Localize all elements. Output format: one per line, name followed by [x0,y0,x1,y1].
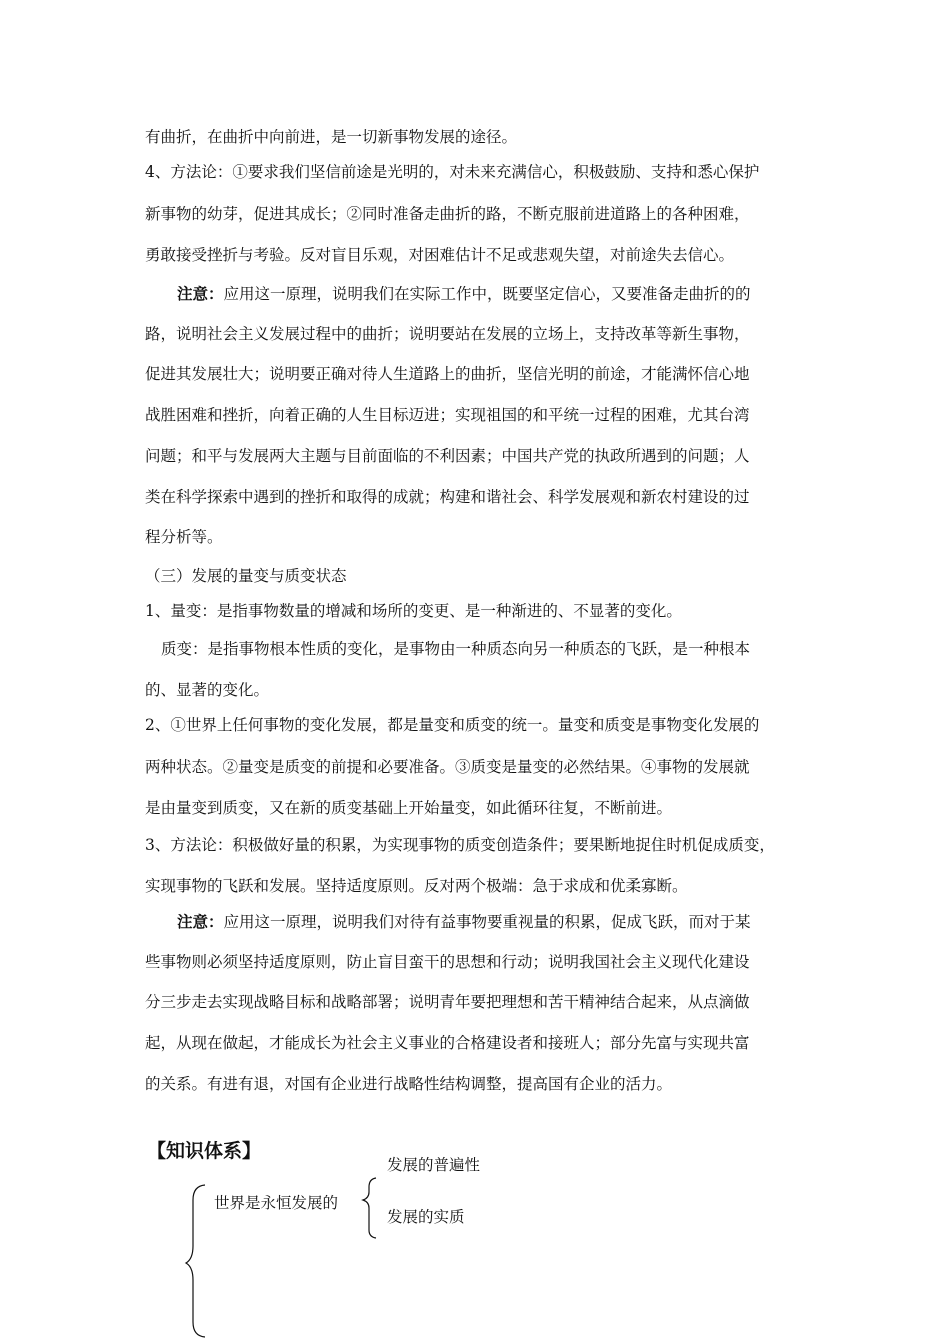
line-text: 战胜困难和挫折，向着正确的人生目标迈进；实现祖国的和平统一过程的困难，尤其台湾 [145,406,750,424]
knowledge-system-title: 【知识体系】 [147,1140,262,1162]
line-text: 问题；和平与发展两大主题与目前面临的不利因素；中国共产党的执政所遇到的问题；人 [145,447,750,465]
inner-brace [363,1178,376,1238]
line-text: 起，从现在做起，才能成长为社会主义事业的合格建设者和接班人；部分先富与实现共富 [145,1034,750,1052]
line-text: 应用这一原理，说明我们在实际工作中，既要坚定信心，又要准备走曲折的的 [223,285,751,303]
line-text: 是由量变到质变，又在新的质变基础上开始量变，如此循环往复，不断前进。 [145,799,673,817]
node-essence: 发展的实质 [387,1208,465,1226]
line-text: （三）发展的量变与质变状态 [145,567,347,585]
node-world-develops: 世界是永恒发展的 [214,1194,339,1212]
line-text: 些事物则必须坚持适度原则，防止盲目蛮干的思想和行动；说明我国社会主义现代化建设 [145,953,750,971]
line-text: 2、①世界上任何事物的变化发展，都是量变和质变的统一。量变和质变是事物变化发展的 [145,716,760,734]
outer-brace [186,1185,205,1337]
line-text: 实现事物的飞跃和发展。坚持适度原则。反对两个极端：急于求成和优柔寡断。 [145,877,688,895]
line-text: 的关系。有进有退，对国有企业进行战略性结构调整，提高国有企业的活力。 [145,1075,673,1093]
line-text: 促进其发展壮大；说明要正确对待人生道路上的曲折，坚信光明的前途，才能满怀信心地 [145,365,750,383]
line-text: 程分析等。 [145,528,223,546]
node-universality: 发展的普遍性 [387,1156,481,1174]
line-text: 3、方法论：积极做好量的积累，为实现事物的质变创造条件；要果断地捉住时机促成质变， [145,836,775,854]
line-text: 应用这一原理，说明我们对待有益事物要重视量的积累，促成飞跃，而对于某 [223,913,751,931]
line-text: 两种状态。②量变是质变的前提和必要准备。③质变是量变的必然结果。④事物的发展就 [145,758,750,776]
line-text: 4、方法论：①要求我们坚信前途是光明的，对未来充满信心，积极鼓励、支持和悉心保护 [145,163,760,181]
line-text: 路，说明社会主义发展过程中的曲折；说明要站在发展的立场上，支持改革等新生事物， [145,325,750,343]
line-text: 勇敢接受挫折与考验。反对盲目乐观，对困难估计不足或悲观失望，对前途失去信心。 [145,246,735,264]
line-text: 1、量变：是指事物数量的增减和场所的变更、是一种渐进的、不显著的变化。 [145,602,682,620]
line-text: 的、显著的变化。 [145,681,270,699]
line-text: 有曲折，在曲折中向前进，是一切新事物发展的途径。 [145,128,518,146]
line-text: 新事物的幼芽，促进其成长；②同时准备走曲折的路，不断克服前进道路上的各种困难， [145,205,750,223]
line-text: 类在科学探索中遇到的挫折和取得的成就；构建和谐社会、科学发展观和新农村建设的过 [145,488,750,506]
line-text: 分三步走去实现战略目标和战略部署；说明青年要把理想和苦干精神结合起来，从点滴做 [145,993,750,1011]
note-label: 注意： [177,912,224,931]
line-text: 质变：是指事物根本性质的变化，是事物由一种质态向另一种质态的飞跃，是一种根本 [161,640,751,658]
note-label: 注意： [177,284,224,303]
